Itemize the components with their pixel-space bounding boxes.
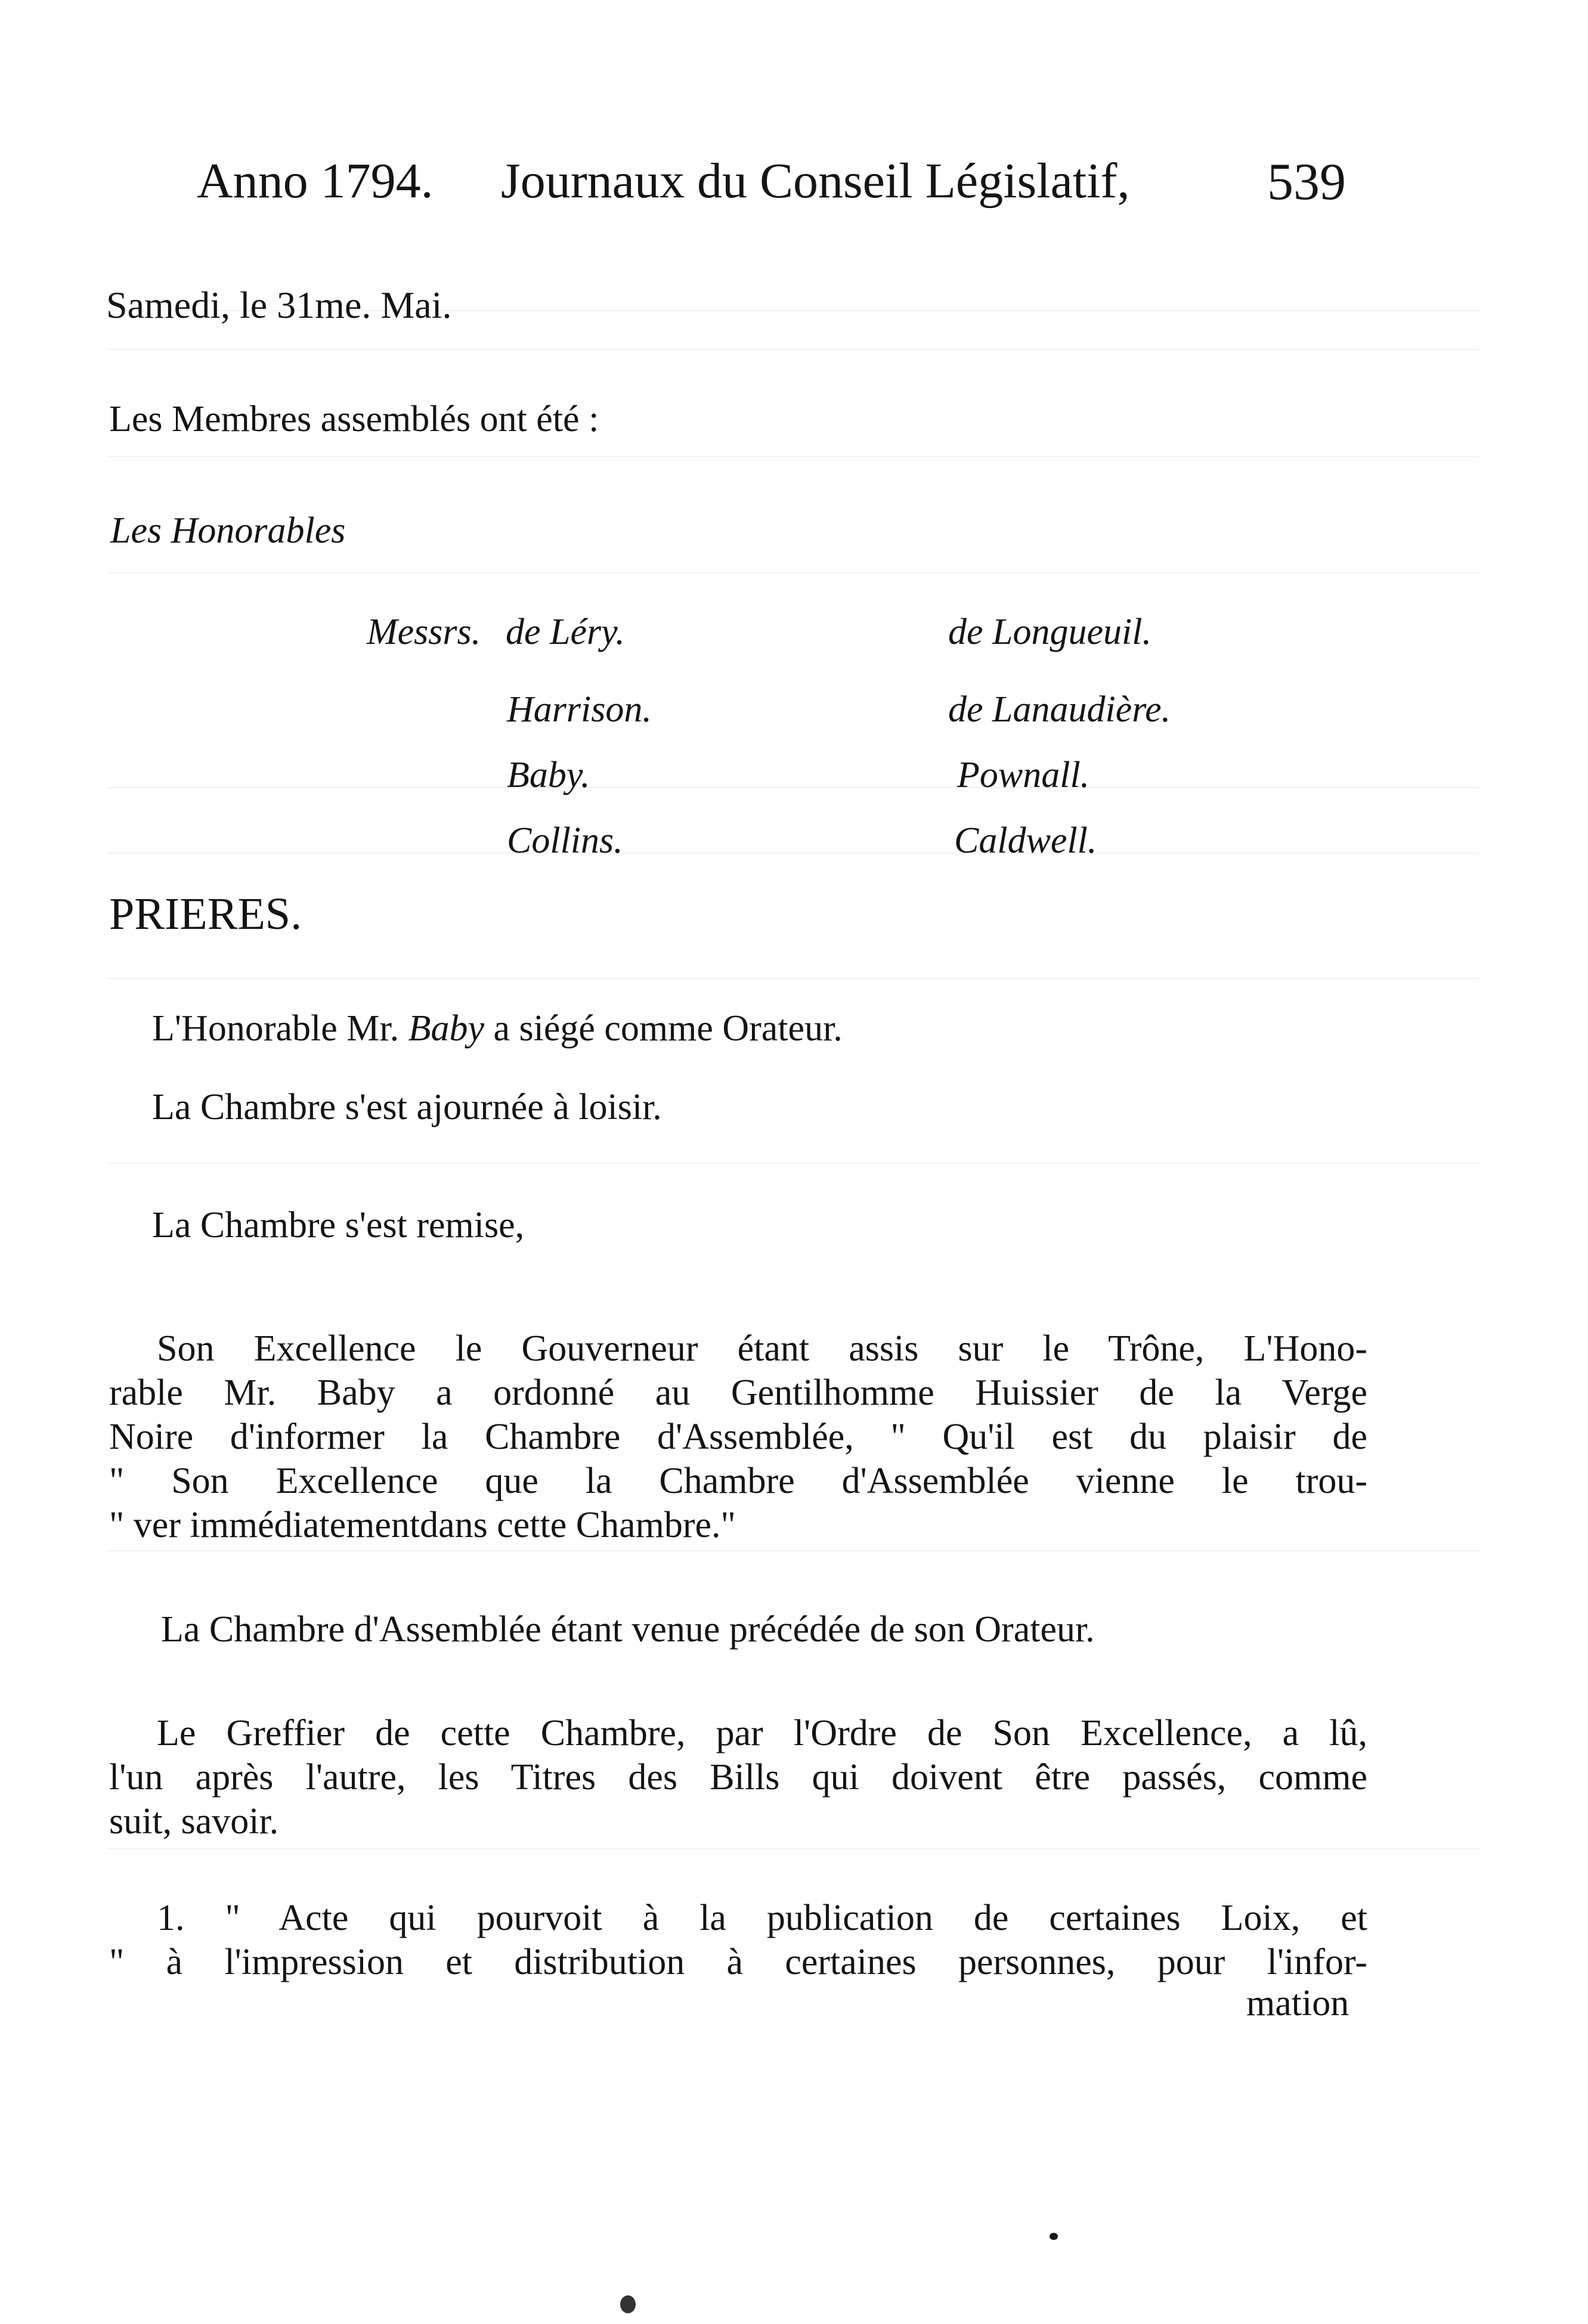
header-title: Journaux du Conseil Législatif, [501, 153, 1130, 209]
remise-paragraph: La Chambre s'est remise, [152, 1205, 525, 1245]
excellence-line-5: " ver immédiatementdans cette Chambre." [109, 1505, 736, 1545]
show-through-line [107, 310, 1479, 311]
member-left-3: Baby. [507, 755, 590, 795]
acte-paragraph [109, 1896, 1367, 1984]
greffier-paragraph [109, 1711, 1367, 1843]
excellence-line-2: rable Mr. Baby a ordonné au Gentilhomme Huissier de la Verge [109, 1372, 1367, 1413]
greffier-line-3: suit, savoir. [109, 1801, 279, 1842]
excellence-line-1: Son Excellence le Gouverneur étant assis sur le Trône, L'Hono- [157, 1328, 1367, 1369]
ink-spot [1050, 2233, 1058, 2240]
ink-spot [620, 2295, 636, 2313]
acte-line-1: 1. " Acte qui pourvoit à la publication de certaines Loix, et [157, 1898, 1367, 1938]
greffier-line-1: Le Greffier de cette Chambre, par l'Ordre de Son Excellence, a lû, [157, 1713, 1367, 1753]
member-left-2: Harrison. [507, 689, 652, 730]
orateur-text-1: L'Honorable Mr. [152, 1008, 408, 1049]
show-through-line [107, 787, 1479, 788]
show-through-line [107, 1163, 1479, 1164]
member-right-1: de Longueuil. [948, 612, 1151, 652]
catchword: mation [1246, 1983, 1349, 2024]
orateur-paragraph [152, 1008, 843, 1050]
show-through-line [107, 978, 1479, 979]
show-through-line [107, 456, 1479, 457]
excellence-line-4: " Son Excellence que la Chambre d'Assemblée vienne le trou- [109, 1461, 1367, 1501]
member-left-1: de Léry. [506, 612, 625, 652]
member-right-3: Pownall. [957, 755, 1090, 795]
show-through-line [107, 853, 1479, 854]
header-anno: Anno 1794. [197, 153, 434, 209]
greffier-line-2: l'un après l'autre, les Titres des Bills qui doivent être passés, comme [109, 1757, 1367, 1798]
show-through-line [107, 572, 1479, 574]
show-through-line [107, 349, 1479, 350]
prieres-heading: PRIERES. [109, 889, 302, 939]
orateur-name: Baby [408, 1008, 484, 1049]
orateur-text-2: a siégé comme Orateur. [484, 1008, 843, 1049]
members-intro: Les Membres assemblés ont été : [109, 399, 599, 439]
show-through-line [107, 1550, 1479, 1551]
venue-paragraph: La Chambre d'Assemblée étant venue précédée de son Orateur. [161, 1609, 1095, 1650]
honorables-label: Les Honorables [110, 510, 346, 551]
member-right-2: de Lanaudière. [948, 689, 1171, 730]
show-through-line [107, 1848, 1479, 1849]
acte-line-2: " à l'impression et distribution à certaines personnes, pour l'infor- [109, 1942, 1367, 1982]
page-number: 539 [1267, 153, 1346, 211]
member-left-4: Collins. [507, 820, 623, 861]
members-prefix: Messrs. [367, 612, 481, 652]
excellence-line-3: Noire d'informer la Chambre d'Assemblée, " Qu'il est du plaisir de [109, 1417, 1367, 1457]
member-right-4: Caldwell. [954, 820, 1097, 861]
excellence-paragraph [109, 1327, 1367, 1547]
date-line: Samedi, le 31me. Mai. [106, 284, 452, 326]
ajournee-paragraph: La Chambre s'est ajournée à loisir. [152, 1087, 662, 1127]
